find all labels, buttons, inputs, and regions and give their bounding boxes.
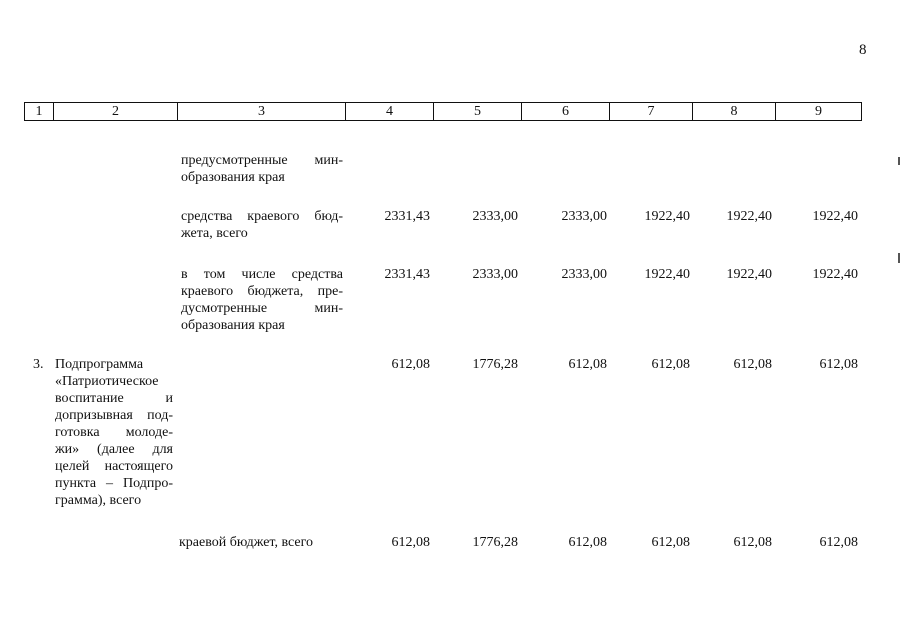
value-col-4: 2331,43 [384,209,430,224]
value-col-7: 612,08 [651,535,690,550]
value-col-6: 612,08 [568,357,607,372]
page-number: 8 [859,42,867,58]
value-col-5: 2333,00 [472,209,518,224]
column-header-7: 7 [610,103,693,121]
column-header-4: 4 [346,103,434,121]
value-col-9: 1922,40 [812,209,858,224]
value-col-6: 2333,00 [561,267,607,282]
value-col-9: 1922,40 [812,267,858,282]
scan-mark [898,253,900,263]
value-col-5: 1776,28 [472,357,518,372]
row-description: предусмотренные мин-образования края [181,153,343,185]
column-header-2: 2 [54,103,178,121]
value-col-8: 612,08 [733,535,772,550]
value-col-6: 612,08 [568,535,607,550]
column-header-8: 8 [693,103,776,121]
value-col-7: 612,08 [651,357,690,372]
value-col-8: 612,08 [733,357,772,372]
column-header-5: 5 [434,103,522,121]
value-col-9: 612,08 [819,357,858,372]
column-header-9: 9 [776,103,862,121]
value-col-4: 612,08 [391,357,430,372]
value-col-8: 1922,40 [726,267,772,282]
column-header-1: 1 [25,103,54,121]
column-header-row [25,103,862,121]
value-col-7: 1922,40 [644,209,690,224]
column-header-table [24,102,862,121]
column-header-3: 3 [178,103,346,121]
value-col-4: 2331,43 [384,267,430,282]
section-number: 3. [33,357,44,372]
value-col-7: 1922,40 [644,267,690,282]
value-col-5: 1776,28 [472,535,518,550]
scan-mark [898,157,900,165]
row-description: средства краевого бюд-жета, всего [181,209,343,241]
value-col-5: 2333,00 [472,267,518,282]
value-col-8: 1922,40 [726,209,772,224]
value-col-6: 2333,00 [561,209,607,224]
subprogram-title: Подпрограмма «Патриотическое воспитание и допризывная под-готовка молоде-жи» (далее для целей настоящего пункта – Подпро-граммa), всего [55,357,173,508]
value-col-9: 612,08 [819,535,858,550]
row-description: в том числе средства краевого бюджета, пре-дусмотренные мин-образования края [181,267,343,333]
row-description: краевой бюджет, всего [179,535,314,550]
column-header-6: 6 [522,103,610,121]
value-col-4: 612,08 [391,535,430,550]
